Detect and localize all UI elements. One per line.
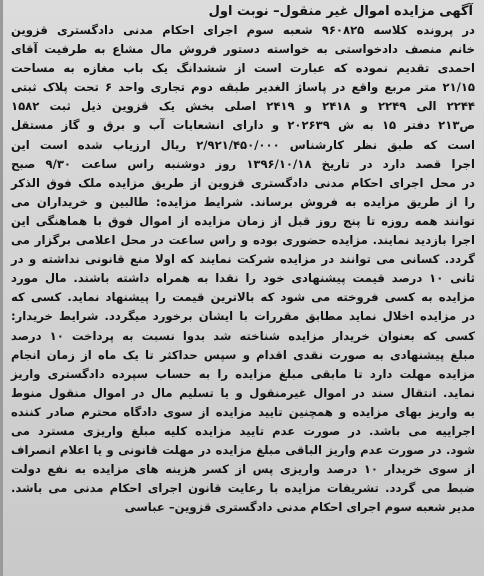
notice-line: احمدی تقدیم نموده که عبارت است از ششدانگ یک باب مغازه به مساحت xyxy=(11,61,475,76)
notice-line: کسی که بعنوان خریدار مزایده شناخته شد بدوا نسبت به پرداخت ۱۰ درصد xyxy=(11,328,475,343)
notice-title: آگهی مزایده اموال غیر منقول– نوبت اول xyxy=(208,4,473,19)
notice-line: گردد. کسانی می توانند در مزایده شرکت نمایند که اولا منع قانونی نداشته و در xyxy=(11,252,475,267)
notice-line: مزایده مهلت دارد تا مابقی مبلغ مزایده را به حساب سپرده دادگستری واریز xyxy=(11,366,475,381)
notice-line: در پرونده کلاسه ۹۶۰۸۲۵ شعبه سوم اجرای احکام مدنی دادگستری قزوین xyxy=(11,23,475,37)
notice-line: شود. در صورت عدم واریز الباقی مبلغ مزایده در مهلت قانونی و یا اعلام انصراف xyxy=(11,443,475,458)
notice-body xyxy=(11,21,475,517)
notice-line: به واریز بهای مزایده و همچنین تایید مزایده از سوی دادگاه محترم صادر کننده xyxy=(11,404,475,419)
notice-line: خانم منصف دادخواستی به خواسته دستور فروش مال مشاع به طرفیت آقای xyxy=(11,42,475,57)
notice-line: ضبط می گردد. تشریفات مزایده با رعایت قانون اجرای احکام مدنی می باشد. xyxy=(11,481,475,496)
notice-line: اجرا بازدید نمایند. مزایده حضوری بوده و راس ساعت در محل اعلامی برگزار می xyxy=(11,233,475,248)
notice-line: اجراییه می باشد. در صورت عدم تایید مزایده کلیه مبلغ واریزی مسترد می xyxy=(11,423,475,438)
notice-line: ۲۲۴۴ الی ۲۲۴۹ و ۲۴۱۸ و ۲۴۱۹ اصلی بخش یک قزوین ذیل ثبت ۱۵۸۲ xyxy=(11,99,476,114)
notice-line: از سوی خریدار ۱۰ درصد واریزی پس از کسر هزینه های مزایده به نفع دولت xyxy=(11,462,475,477)
notice-line: مزایده به کسی فروخته می شود که بالاترین قیمت را پیشنهاد نماید. کسی که xyxy=(11,290,475,305)
notice-line: ص۲۱۳ دفتر ۱۵ به ش ۲۰۲۶۳۹ و دارای انشعابات آب و برق و گاز مستقل xyxy=(11,118,476,133)
notice-line: توانند همه روزه تا پنج روز قبل از زمان مزایده از اموال فوق با هماهنگی این xyxy=(11,213,475,228)
notice-line: ثانی ۱۰ درصد قیمت پیشنهادی خود را نقدا به همراه داشته باشند. مال مورد xyxy=(11,271,475,286)
notice-line: اجرا قصد دارد در تاریخ ۱۳۹۶/۱۰/۱۸ روز دوشنبه راس ساعت ۹/۳۰ صبح xyxy=(11,156,476,171)
notice-line: در مزایده اخلال نماید مطابق مقررات با ایشان برخورد میگردد. شرایط خریدار: xyxy=(11,309,475,324)
notice-line: نماید. انتقال سند در اموال غیرمنقول و یا تسلیم مال در اموال منقول منوط xyxy=(11,385,475,400)
notice-line: را از طریق مزایده به فروش برساند. شرایط مزایده: طالبین و خریداران می xyxy=(11,194,475,209)
notice-line: مبلغ پیشنهادی به صورت نقدی اقدام و سپس حداکثر تا یک ماه از زمان انجام xyxy=(11,347,475,362)
notice-signature: مدیر شعبه سوم اجرای احکام مدنی دادگستری قزوین– عباسی xyxy=(124,500,475,515)
notice-line: ۲۱/۱۵ متر مربع واقع در پاساژ الغدیر طبقه دوم تجاری واحد ۶ تحت پلاک ثبتی xyxy=(11,80,475,95)
notice-line: در محل اجرای احکام مدنی دادگستری قزوین از طریق مزایده ملک فوق الذکر xyxy=(11,175,475,190)
notice-line: است که طبق نظر کارشناس ۲/۹۲۱/۴۵۰/۰۰۰ ریال ارزیاب شده است این xyxy=(11,137,475,152)
